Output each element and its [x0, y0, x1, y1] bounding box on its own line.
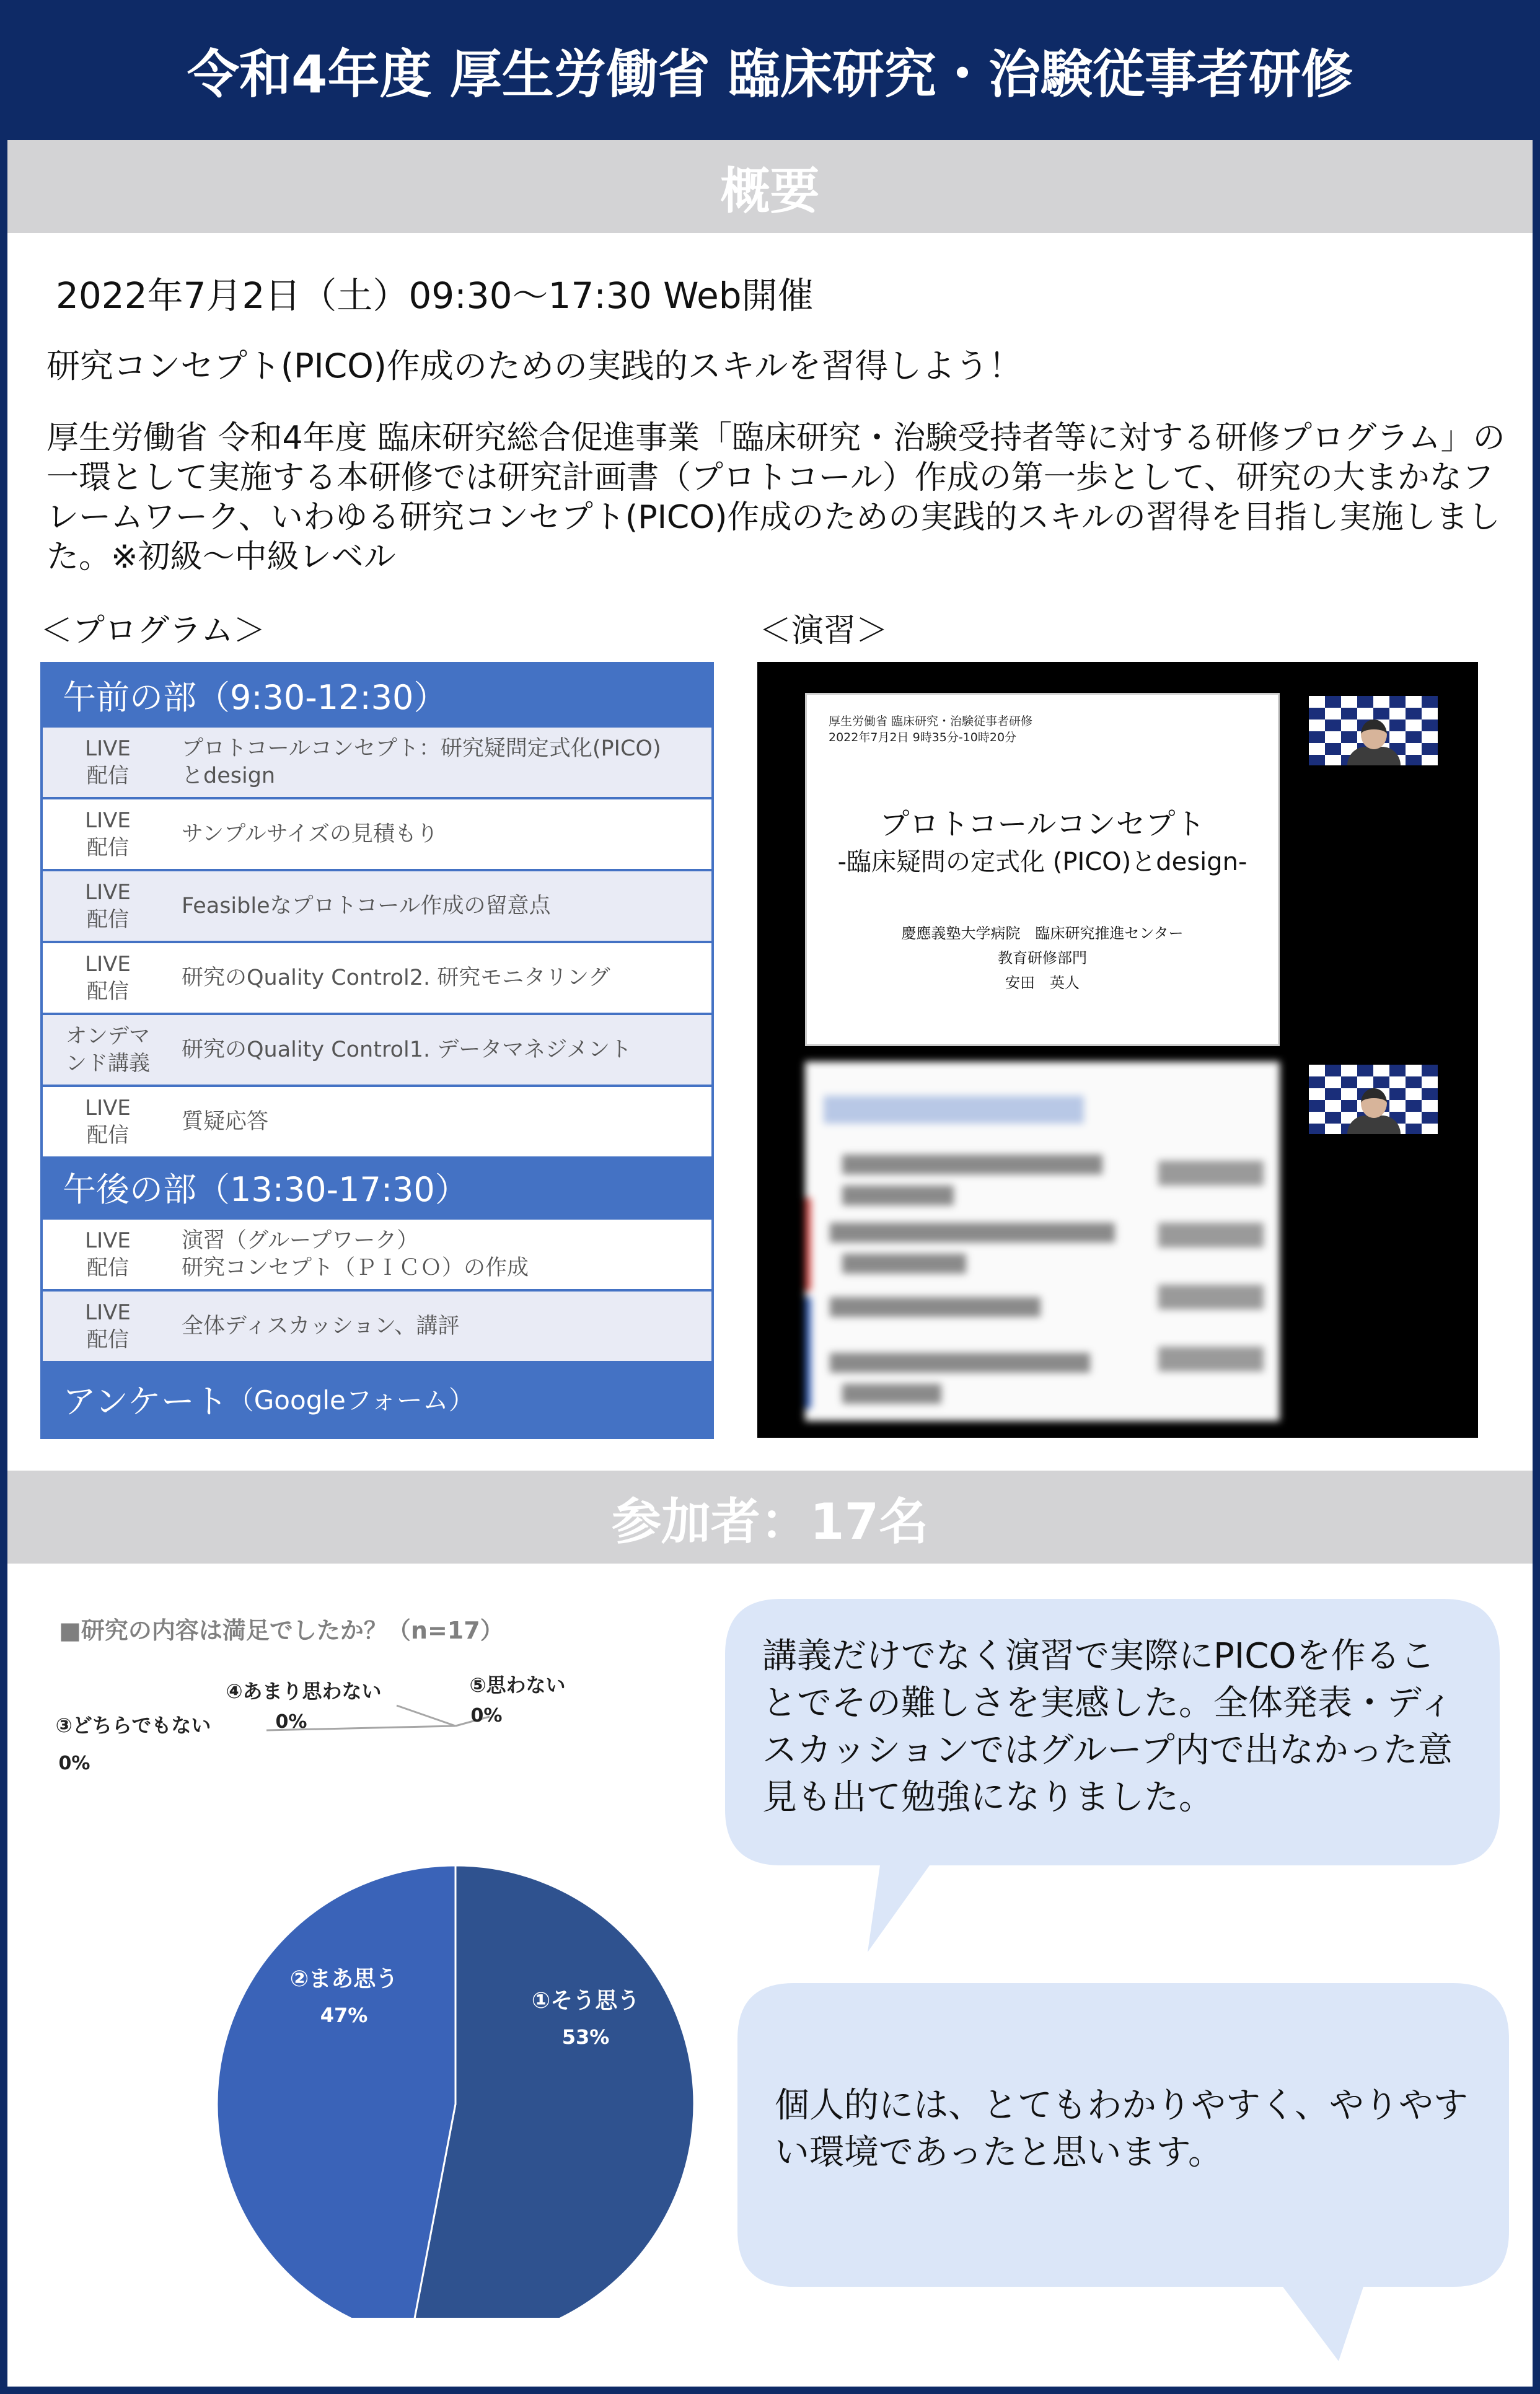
survey-header-label: アンケート: [63, 1381, 228, 1421]
program-row-type: LIVE 配信: [85, 880, 131, 932]
comment-bubble: [725, 1599, 1500, 1958]
pie-category-label: ①そう思う: [531, 1988, 640, 2013]
program-row-type: LIVE 配信: [85, 1228, 131, 1280]
program-row: [43, 941, 711, 1013]
program-row-type: LIVE 配信: [85, 952, 131, 1004]
slide-subtitle: -臨床疑問の定式化 (PICO)とdesign-: [837, 848, 1247, 876]
exercise-caption: ＜演習＞: [759, 612, 889, 649]
slide-header: [829, 713, 1032, 746]
program-row: [43, 725, 711, 797]
participant-video: [1309, 696, 1438, 765]
pie-value-label: 53%: [561, 2025, 610, 2049]
program-table: [40, 662, 714, 1439]
program-row: [43, 1085, 711, 1156]
program-row: [43, 1013, 711, 1085]
morning-session-header: 午前の部（9:30-12:30）: [43, 664, 711, 725]
pie-value-label: 47%: [320, 2004, 368, 2027]
pie-value-label: 0%: [275, 1711, 307, 1733]
program-row-type: LIVE 配信: [85, 1300, 131, 1352]
program-row: [43, 797, 711, 869]
program-row: [43, 869, 711, 941]
event-description: 厚生労働省 令和4年度 臨床研究総合促進事業「臨床研究・治験受持者等に対する研修プログラム」の一環として実施する本研修では研究計画書（プロトコール）作成の第一歩として、研究の大まかなフレームワーク、いわゆる研究コンセプト(PICO)作成のための実践的スキルの習得を目指し実施しました。※初級～中級レベル: [46, 420, 1505, 576]
participant-video: [1309, 1065, 1438, 1134]
survey-header: [43, 1361, 711, 1437]
program-row: [43, 1217, 711, 1289]
afternoon-session-header: 午後の部（13:30-17:30）: [43, 1156, 711, 1217]
exercise-screenshot: [757, 662, 1478, 1438]
comment-text: 個人的には、とてもわかりやすく、やりやすい環境であったと思います。: [775, 2085, 1468, 2173]
pie-category-label: ⑤思わない: [469, 1673, 566, 1697]
lecture-slide: [805, 693, 1280, 1046]
pie-category-label: ③どちらでもない: [55, 1714, 211, 1737]
participants-section-title: 参加者：17名: [7, 1471, 1533, 1564]
slide-title: プロトコールコンセプト: [879, 807, 1205, 842]
pie-slice: [217, 1865, 455, 2318]
blurred-slide: [805, 1062, 1280, 1421]
satisfaction-pie-chart: [0, 1636, 731, 2318]
comment-bubble: [737, 1983, 1509, 2367]
overview-section-title: 概要: [7, 140, 1533, 233]
comment-text: 講義だけでなく演習で実際にPICOを作ることでその難しさを実感した。全体発表・ディスカッションではグループ内で出なかった意見も出て勉強になりました。: [762, 1636, 1454, 1818]
page-title: 令和4年度 厚生労働省 臨床研究・治験従事者研修: [0, 0, 1540, 140]
program-row-title: 研究のQuality Control1. データマネジメント: [182, 1037, 632, 1062]
program-row-title: サンプルサイズの見積もり: [182, 822, 439, 847]
event-date: 2022年7月2日（土）09:30～17:30 Web開催: [56, 275, 814, 317]
program-caption: ＜プログラム＞: [40, 612, 266, 649]
program-row-title: 演習（グループワーク） 研究コンセプト（ＰＩＣＯ）の作成: [182, 1228, 529, 1280]
program-row: [43, 1289, 711, 1361]
slide-header-line: 厚生労働省 臨床研究・治験従事者研修: [829, 715, 1033, 728]
program-row-title: 研究のQuality Control2. 研究モニタリング: [182, 966, 610, 990]
slide-header-line: 2022年7月2日 9時35分-10時20分: [829, 731, 1017, 744]
program-row-title: 全体ディスカッション、講評: [182, 1314, 460, 1339]
program-row-type: オンデマ ンド講義: [66, 1024, 150, 1076]
pie-category-label: ④あまり思わない: [226, 1679, 382, 1703]
program-row-type: LIVE 配信: [85, 808, 131, 860]
program-row-title: Feasibleなプロトコール作成の留意点: [182, 894, 551, 918]
program-row-title: 質疑応答: [182, 1109, 269, 1134]
pie-value-label: 0%: [470, 1705, 503, 1727]
survey-header-note: （Googleフォーム）: [227, 1385, 475, 1415]
program-row-type: LIVE 配信: [85, 1096, 131, 1148]
chart-title: ■研究の内容は満足でしたか？（n=17）: [59, 1617, 504, 1644]
pie-category-label: ②まあ思う: [289, 1966, 398, 1992]
program-row-type: LIVE 配信: [85, 736, 131, 788]
program-row-title: プロトコールコンセプト：研究疑問定式化(PICO) とdesign: [182, 736, 661, 788]
pie-value-label: 0%: [58, 1753, 90, 1774]
slide-author: 慶應義塾大学病院 臨床研究推進センター 教育研修部門 安田 英人: [901, 925, 1184, 992]
leader-line: [397, 1705, 455, 1726]
event-subtitle: 研究コンセプト(PICO)作成のための実践的スキルを習得しよう！: [46, 346, 1023, 385]
